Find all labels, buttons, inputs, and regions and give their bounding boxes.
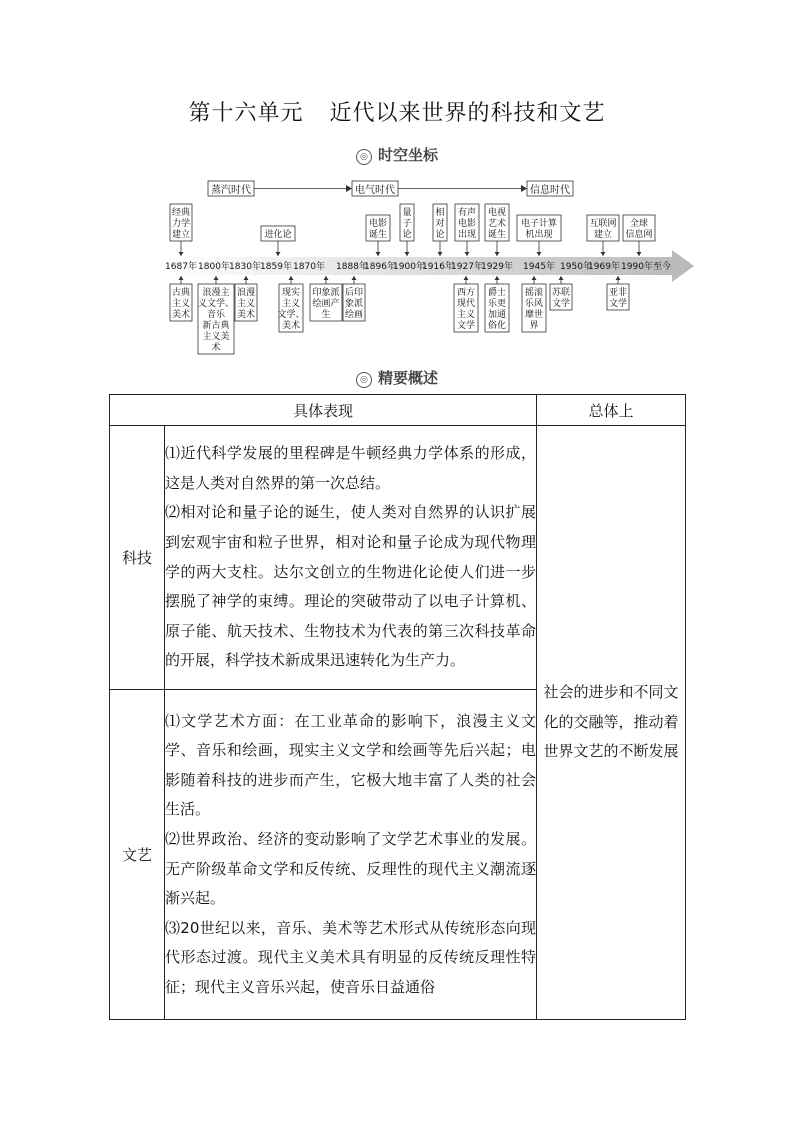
event-label: 摇滚 [524,288,544,298]
event-label: 象派 [344,299,364,309]
section-label: 时空坐标 [377,146,438,164]
event-label: 主义 [281,299,301,309]
header-detail: 具体表现 [110,395,537,426]
event-arrowhead [465,252,470,256]
event-label: 浪漫 [236,288,256,298]
era-label: 电气时代 [355,185,395,196]
event-label: 乐更 [487,299,507,309]
unit-number: 第十六单元 [188,101,304,126]
event-label: 绘画产 [312,299,340,309]
section-mark-icon: ◎ [356,372,372,388]
event-label: 文学 [608,299,628,309]
event-label: 建立 [593,230,613,240]
event-label: 爵士 [487,288,507,298]
timeline-year-label: 1870年 [293,262,325,272]
event-label: 古典 [171,288,191,298]
event-label: 主义 [171,299,191,309]
row-label-tech: 科技 [110,426,165,690]
section-label: 精要概述 [377,369,438,387]
event-arrowhead [324,276,329,280]
event-arrowhead [495,252,500,256]
era-label: 信息时代 [530,185,570,196]
event-label: 苏联 [551,288,571,298]
table-header-row [110,395,686,426]
event-label: 义文学、 [197,299,235,309]
timeline-year-label: 1900年 [393,262,425,272]
event-label: 主义 [236,299,256,309]
event-label: 后印 [344,288,364,298]
event-arrowhead [637,252,642,256]
event-label: 相 [435,208,445,218]
event-label: 论 [435,230,445,240]
event-arrowhead [537,252,542,256]
event-label: 电影 [368,219,388,229]
event-label: 进化论 [264,230,292,240]
event-label: 有声 [457,208,477,218]
header-overall: 总体上 [537,395,686,426]
arts-paragraph-3: ⑶20世纪以来，音乐、美术等艺术形式从传统形态向现代形态过渡。现代主义美术具有明显的反传统反理性特征；现代主义音乐兴起，使音乐日益通俗 [165,918,537,996]
event-label: 印象派 [312,288,340,298]
timeline-year-label: 1929年 [481,262,513,272]
tech-paragraph-2: ⑵相对论和量子论的诞生，使人类对自然界的认识扩展到宏观宇宙和粒子世界，相对论和量子论成为现代物理学的两大支柱。达尔文创立的生物进化论使人们进一步摆脱了神学的束缚。理论的突破带动了以电子计算机、原子能、航天技术、生物技术为代表的第三次科技革命的开展，科学技术新成果迅速转化为生产力。 [165,503,537,670]
event-label: 乐风 [524,299,544,309]
event-label: 对 [435,219,445,229]
event-label: 经典 [171,208,191,218]
unit-topic: 近代以来世界的科技和文艺 [329,101,606,126]
event-label: 靡世 [524,310,544,320]
event-arrowhead [179,252,184,256]
event-label: 界 [529,321,539,331]
event-label: 诞生 [487,230,507,240]
event-arrowhead [179,276,184,280]
arts-paragraph-1: ⑴文学艺术方面：在工业革命的影响下，浪漫主义文学、音乐和绘画，现实主义文学和绘画等先后兴起；电影随着科技的进步而产生，它极大地丰富了人类的社会生活。 [165,711,537,819]
event-label: 美术 [236,310,256,320]
event-arrowhead [532,276,537,280]
event-label: 文学 [456,321,476,331]
event-label: 电影 [457,219,477,229]
event-arrowhead [559,276,564,280]
arts-paragraph-2: ⑵世界政治、经济的变动影响了文学艺术事业的发展。无产阶级革命文学和反传统、反理性的现代主义潮流逐渐兴起。 [165,829,537,908]
event-label: 主义美 [202,332,230,342]
overall-summary-cell: 社会的进步和不同文化的交融等，推动着世界文艺的不断发展 [537,426,686,1020]
event-arrowhead [405,252,410,256]
event-label: 主义 [456,310,476,320]
event-label: 音乐 [206,310,226,320]
event-label: 出现 [457,230,477,240]
timeline-year-label: 1927年 [451,262,483,272]
event-label: 互联网 [589,219,617,229]
event-label: 力学 [171,219,191,229]
event-arrowhead [495,276,500,280]
event-arrowhead [214,276,219,280]
event-label: 加通 [487,310,507,320]
event-label: 美术 [281,321,301,331]
row-label-arts: 文艺 [110,690,165,1020]
event-label: 文学、 [277,310,305,320]
section-mark-icon: ◎ [356,149,372,165]
event-label: 文学 [551,299,571,309]
section-heading-overview [0,367,794,388]
event-arrowhead [376,252,381,256]
event-label: 浪漫主 [202,288,230,298]
event-label: 绘画 [344,310,364,320]
timeline-year-label: 1896年 [364,262,396,272]
timeline-year-label: 1888年 [336,262,368,272]
event-label: 现代 [456,299,476,309]
event-arrowhead [276,252,281,256]
timeline-year-label: 1990年至今 [621,262,671,272]
timeline-year-label: 1687年 [165,262,197,272]
timeline-year-label: 1859年 [260,262,292,272]
event-label: 亚非 [608,288,628,298]
event-arrowhead [601,252,606,256]
timeline-year-label: 1800年 [198,262,230,272]
event-label: 电视 [487,208,507,218]
tech-paragraph-1: ⑴近代科学发展的里程碑是牛顿经典力学体系的形成，这是人类对自然界的第一次总结。 [165,444,537,492]
event-label: 诞生 [368,230,388,240]
event-label: 论 [402,230,412,240]
timeline-diagram [0,170,794,370]
era-label: 蒸汽时代 [211,185,251,196]
event-label: 量 [402,208,412,218]
event-label: 全球 [629,219,649,229]
table-row-tech [110,426,686,690]
event-label: 机出现 [525,230,553,240]
event-label: 电子计算 [520,219,558,229]
era-arrowhead [346,185,352,192]
event-label: 术 [211,343,221,353]
event-label: 现实 [281,288,301,298]
timeline-year-label: 1830年 [229,262,261,272]
event-label: 新古典 [202,321,230,331]
event-arrowhead [464,276,469,280]
event-arrowhead [438,252,443,256]
timeline-year-label: 1969年 [588,262,620,272]
section-heading-timeline [0,144,794,165]
event-label: 西方 [456,288,476,298]
event-label: 艺术 [487,219,507,229]
tech-detail-cell [165,426,537,690]
event-arrowhead [616,276,621,280]
event-label: 建立 [171,230,191,240]
event-label: 美术 [171,310,191,320]
event-label: 生 [321,310,331,320]
timeline-year-label: 1945年 [523,262,555,272]
event-label: 信息网 [625,230,653,240]
era-arrowhead [521,185,527,192]
event-arrowhead [352,276,357,280]
event-arrowhead [289,276,294,280]
arts-detail-cell [165,690,537,1020]
event-label: 俗化 [487,321,507,331]
timeline-year-label: 1916年 [422,262,454,272]
overview-table [109,394,686,1020]
timeline-year-label: 1950年 [560,262,592,272]
page-title [0,96,794,127]
event-label: 子 [402,219,412,229]
event-arrowhead [244,276,249,280]
